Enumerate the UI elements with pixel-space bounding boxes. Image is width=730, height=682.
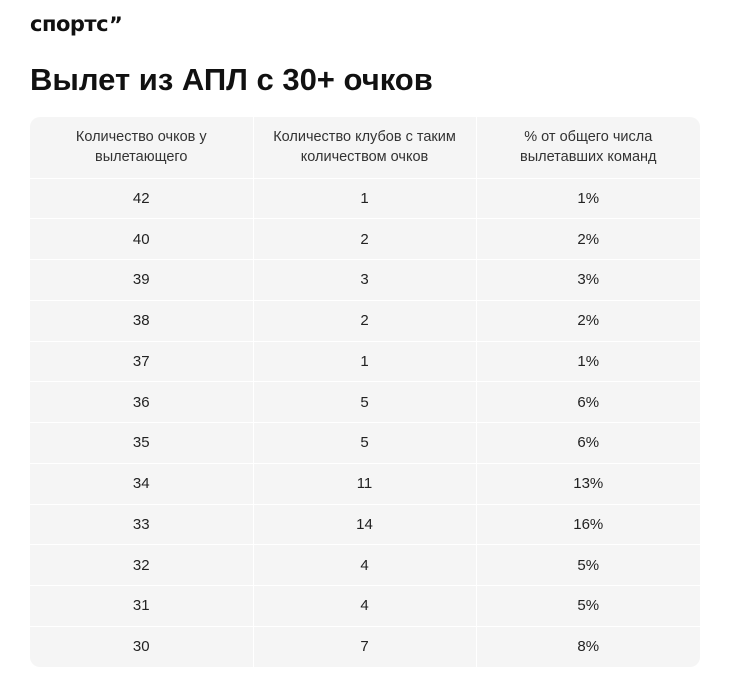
- cell-points: 36: [30, 382, 253, 423]
- cell-percent: 6%: [476, 423, 700, 464]
- cell-points: 32: [30, 545, 253, 586]
- table-row: [30, 504, 700, 545]
- table-row: [30, 300, 700, 341]
- cell-points: 39: [30, 260, 253, 301]
- cell-clubs-count: 1: [253, 178, 476, 219]
- table-row: [30, 463, 700, 504]
- table-body: [30, 178, 700, 667]
- cell-percent: 6%: [476, 382, 700, 423]
- table-row: [30, 423, 700, 464]
- cell-clubs-count: 5: [253, 423, 476, 464]
- cell-points: 31: [30, 586, 253, 627]
- table-row: [30, 341, 700, 382]
- brand-logo: [30, 12, 122, 37]
- cell-clubs-count: 11: [253, 463, 476, 504]
- cell-points: 35: [30, 423, 253, 464]
- stats-table-container: [30, 117, 700, 667]
- cell-points: 33: [30, 504, 253, 545]
- brand-mark-icon: ”: [109, 13, 123, 37]
- header-percent: % от общего числа вылетавших команд: [476, 117, 700, 178]
- cell-percent: 16%: [476, 504, 700, 545]
- header-points: Количество очков у вылетающего: [75, 129, 207, 166]
- cell-clubs-count: 7: [253, 626, 476, 667]
- table-row: [30, 260, 700, 301]
- table-row: [30, 586, 700, 627]
- cell-points: 38: [30, 300, 253, 341]
- cell-clubs-count: 14: [253, 504, 476, 545]
- cell-percent: 2%: [476, 300, 700, 341]
- cell-percent: 5%: [476, 545, 700, 586]
- cell-clubs-count: 2: [253, 219, 476, 260]
- relegation-points-table: [30, 117, 700, 667]
- table-row: [30, 626, 700, 667]
- page-title: Вылет из АПЛ с 30+ очков: [30, 62, 433, 97]
- cell-clubs-count: 4: [253, 586, 476, 627]
- table-row: [30, 178, 700, 219]
- cell-percent: 13%: [476, 463, 700, 504]
- cell-percent: 1%: [476, 178, 700, 219]
- table-row: [30, 382, 700, 423]
- cell-clubs-count: 5: [253, 382, 476, 423]
- cell-percent: 3%: [476, 260, 700, 301]
- brand-name: спортс: [30, 12, 109, 36]
- table-row: [30, 545, 700, 586]
- cell-clubs-count: 4: [253, 545, 476, 586]
- cell-points: 37: [30, 341, 253, 382]
- cell-percent: 5%: [476, 586, 700, 627]
- cell-clubs-count: 1: [253, 341, 476, 382]
- cell-points: 30: [30, 626, 253, 667]
- cell-points: 40: [30, 219, 253, 260]
- cell-percent: 1%: [476, 341, 700, 382]
- header-clubs-count: Количество клубов с таким количеством очков: [253, 117, 476, 178]
- cell-clubs-count: 2: [253, 300, 476, 341]
- table-header-row: [30, 117, 700, 178]
- cell-points: 34: [30, 463, 253, 504]
- cell-clubs-count: 3: [253, 260, 476, 301]
- table-row: [30, 219, 700, 260]
- cell-percent: 8%: [476, 626, 700, 667]
- cell-points: 42: [30, 178, 253, 219]
- cell-percent: 2%: [476, 219, 700, 260]
